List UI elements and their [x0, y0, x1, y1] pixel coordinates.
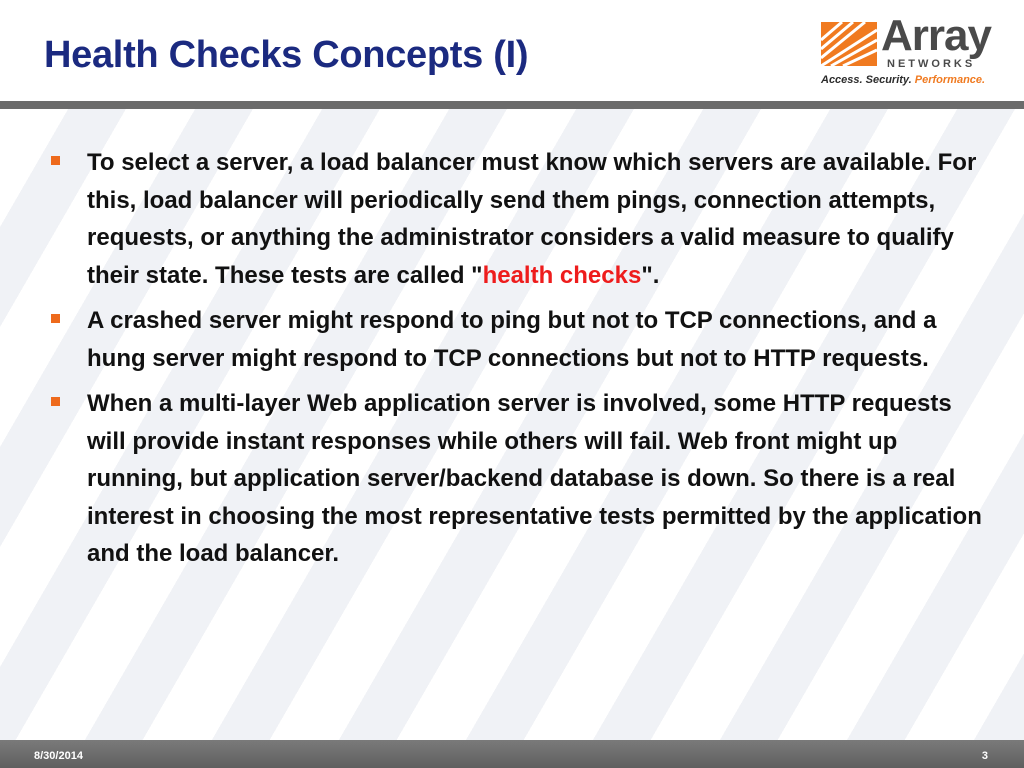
bullet-text: When a multi-layer Web application server is involved, some HTTP requests will provide instant responses while others will fail. Web front might up running, but application server/backend database is down. So there is a real interest in choosing the most representative tests permitted by the application and the load balancer. — [87, 390, 982, 567]
bullet-list — [48, 144, 988, 581]
square-bullet-icon — [51, 397, 60, 406]
logo-tagline-text: Access. Security. — [821, 74, 912, 86]
company-logo — [819, 12, 1004, 88]
header-divider — [0, 101, 1024, 109]
square-bullet-icon — [51, 156, 60, 165]
square-bullet-icon — [51, 314, 60, 323]
bullet-item — [48, 144, 988, 294]
logo-tagline — [821, 74, 985, 86]
logo-tagline-highlight: Performance. — [914, 74, 986, 86]
bullet-item — [48, 302, 988, 377]
footer-date: 8/30/2014 — [34, 750, 83, 762]
highlighted-term: health checks — [482, 261, 642, 289]
bullet-text: To select a server, a load balancer must know which servers are available. For this, load balancer will periodically send them pings, connection attempts, requests, or anything the administrator considers a valid measure to qualify their state. These tests are called " — [87, 149, 977, 289]
logo-wordmark: Array — [881, 11, 991, 60]
logo-subtitle: NETWORKS — [887, 58, 976, 70]
array-networks-logo-icon — [821, 22, 877, 66]
bullet-text-end: ". — [641, 261, 660, 289]
slide-title: Health Checks Concepts (I) — [44, 34, 529, 76]
page-number: 3 — [981, 750, 988, 762]
bullet-item — [48, 385, 988, 573]
bullet-text: A crashed server might respond to ping but not to TCP connections, and a hung server might respond to TCP connections but not to HTTP requests. — [87, 307, 937, 372]
footer-bar — [0, 740, 1024, 768]
